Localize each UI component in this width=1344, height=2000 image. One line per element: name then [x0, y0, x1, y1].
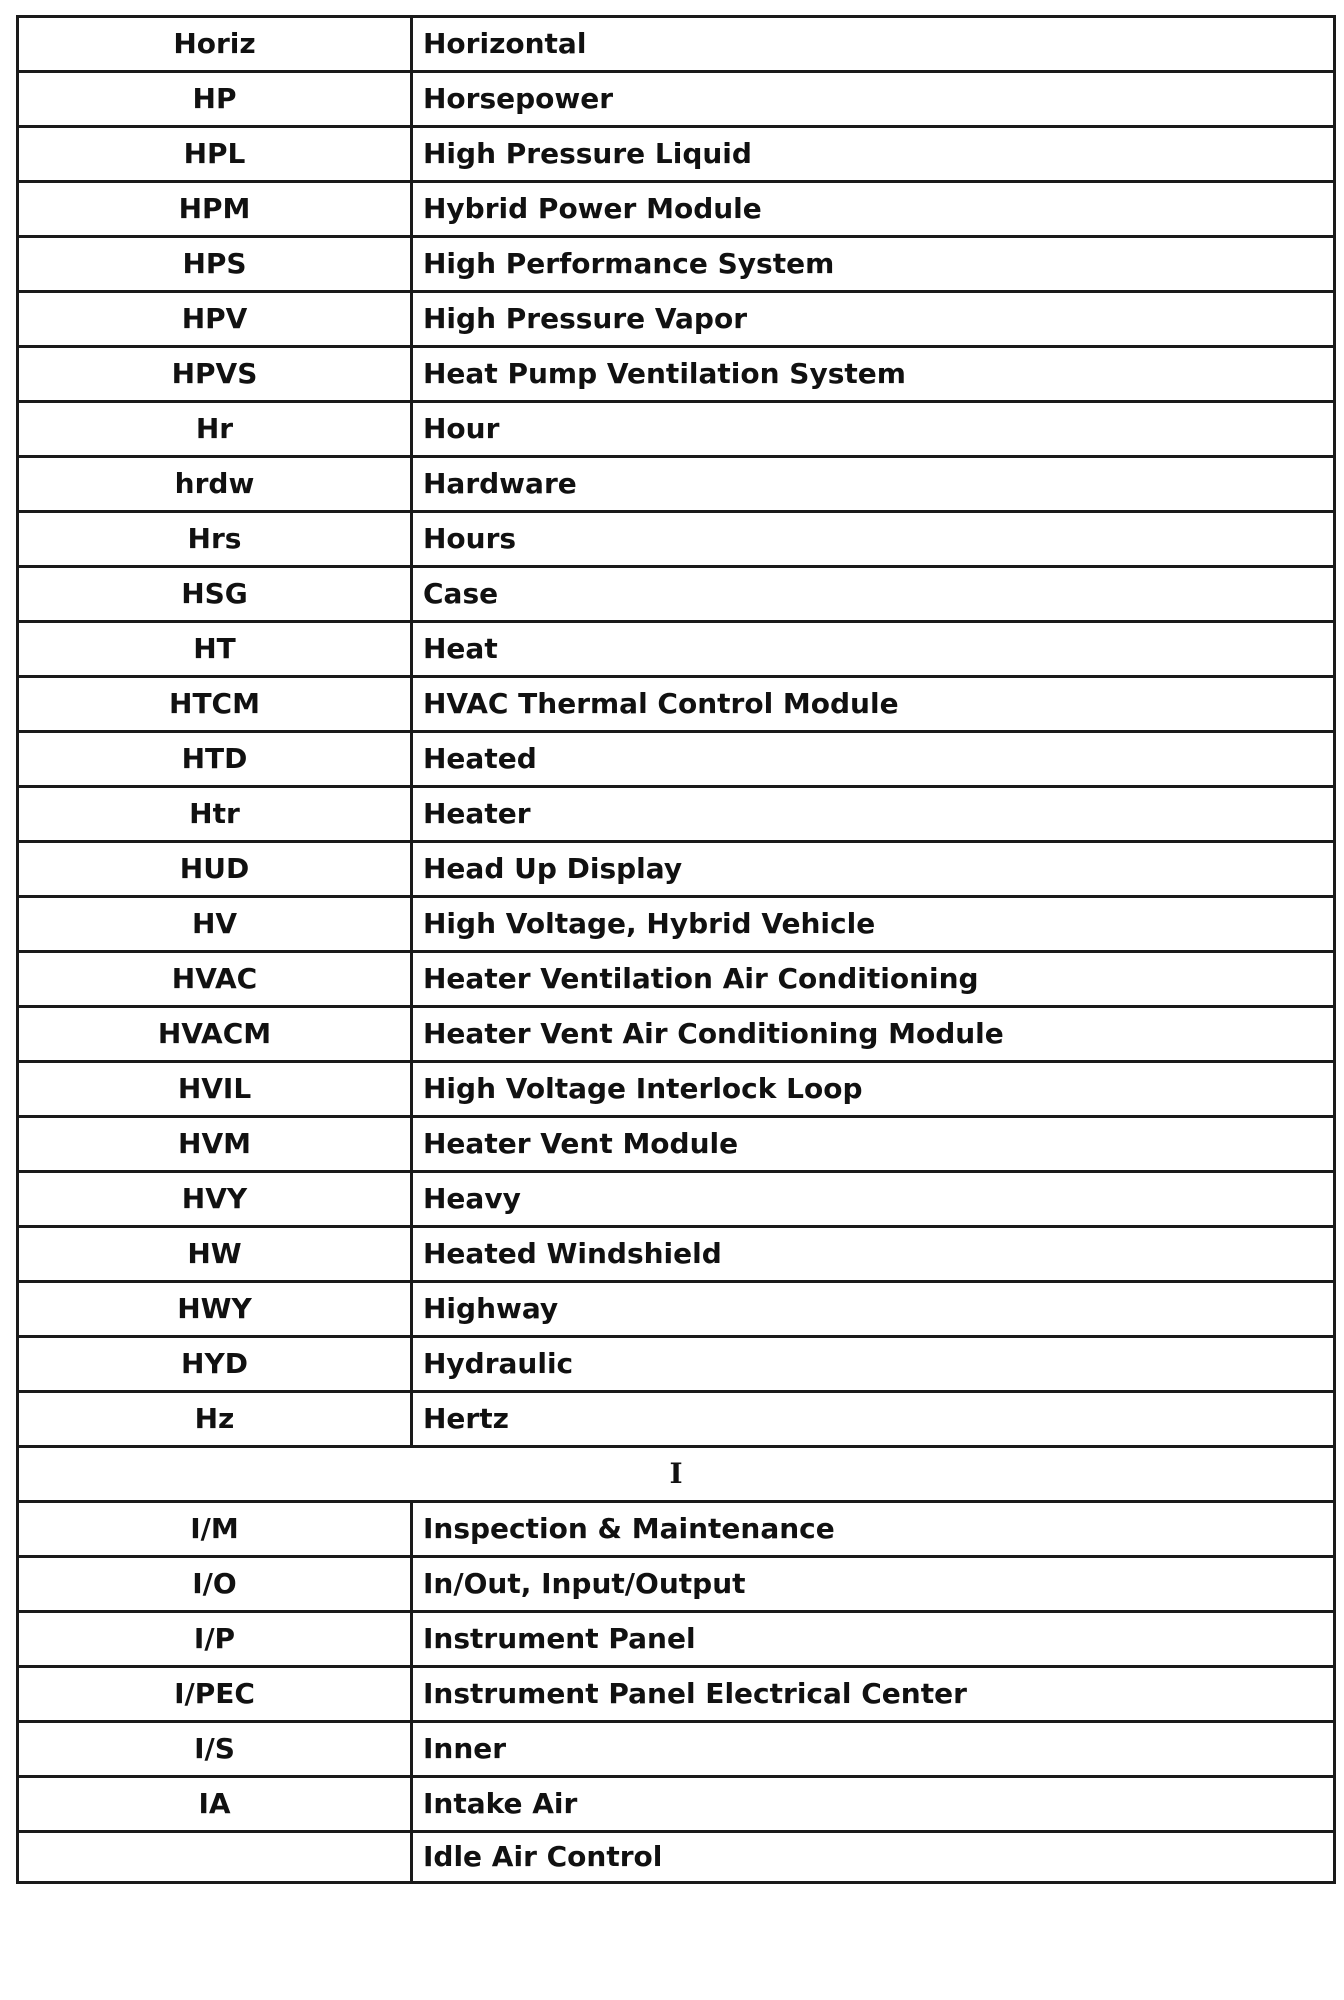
definition-cell: Heated	[412, 732, 1335, 787]
abbreviation-cell: HVAC	[18, 952, 412, 1007]
definition-cell: Head Up Display	[412, 842, 1335, 897]
abbreviation-cell: I/M	[18, 1502, 412, 1557]
abbreviation-table	[16, 15, 1336, 1884]
abbreviation-cell: Hz	[18, 1392, 412, 1447]
definition-cell: Instrument Panel Electrical Center	[412, 1667, 1335, 1722]
table-row	[18, 17, 1335, 72]
table-row	[18, 1007, 1335, 1062]
abbreviation-cell: HV	[18, 897, 412, 952]
table-row	[18, 1337, 1335, 1392]
table-row	[18, 732, 1335, 787]
table-row	[18, 72, 1335, 127]
definition-cell: Hybrid Power Module	[412, 182, 1335, 237]
table-row	[18, 127, 1335, 182]
definition-cell: Heat	[412, 622, 1335, 677]
table-row	[18, 182, 1335, 237]
abbreviation-cell: HPL	[18, 127, 412, 182]
table-row	[18, 512, 1335, 567]
abbreviation-cell: I/PEC	[18, 1667, 412, 1722]
definition-cell: Hertz	[412, 1392, 1335, 1447]
table-row	[18, 1667, 1335, 1722]
table-row	[18, 952, 1335, 1007]
table-row	[18, 347, 1335, 402]
definition-cell: High Pressure Liquid	[412, 127, 1335, 182]
definition-cell: Heater Vent Module	[412, 1117, 1335, 1172]
abbreviation-cell: Htr	[18, 787, 412, 842]
table-row	[18, 1117, 1335, 1172]
definition-cell: Hydraulic	[412, 1337, 1335, 1392]
definition-cell: Heater	[412, 787, 1335, 842]
abbreviation-cell: HTCM	[18, 677, 412, 732]
abbreviation-cell: HPV	[18, 292, 412, 347]
table-row	[18, 1777, 1335, 1832]
table-row	[18, 1502, 1335, 1557]
definition-cell: Heated Windshield	[412, 1227, 1335, 1282]
abbreviation-cell: HUD	[18, 842, 412, 897]
section-row	[18, 1447, 1335, 1502]
table-row	[18, 1172, 1335, 1227]
abbreviation-cell: HVIL	[18, 1062, 412, 1117]
table-row	[18, 1392, 1335, 1447]
abbreviation-cell: IA	[18, 1777, 412, 1832]
table-row	[18, 237, 1335, 292]
abbreviation-cell: HPM	[18, 182, 412, 237]
abbreviation-cell: HWY	[18, 1282, 412, 1337]
abbreviation-cell: HTD	[18, 732, 412, 787]
definition-cell: Hardware	[412, 457, 1335, 512]
abbreviation-cell: Horiz	[18, 17, 412, 72]
abbreviation-cell: HVY	[18, 1172, 412, 1227]
abbreviation-cell: HVACM	[18, 1007, 412, 1062]
definition-cell: Highway	[412, 1282, 1335, 1337]
definition-cell: Heat Pump Ventilation System	[412, 347, 1335, 402]
table-row	[18, 1832, 1335, 1883]
definition-cell: Instrument Panel	[412, 1612, 1335, 1667]
abbreviation-cell: HYD	[18, 1337, 412, 1392]
table-row	[18, 1227, 1335, 1282]
abbreviation-cell: Hr	[18, 402, 412, 457]
table-row	[18, 787, 1335, 842]
abbreviation-cell: HSG	[18, 567, 412, 622]
abbreviation-cell: Hrs	[18, 512, 412, 567]
definition-cell: Intake Air	[412, 1777, 1335, 1832]
definition-cell: HVAC Thermal Control Module	[412, 677, 1335, 732]
abbreviation-cell: I/P	[18, 1612, 412, 1667]
table-row	[18, 1282, 1335, 1337]
definition-cell: High Performance System	[412, 237, 1335, 292]
table-row	[18, 292, 1335, 347]
abbreviation-cell: HVM	[18, 1117, 412, 1172]
table-row	[18, 457, 1335, 512]
table-row	[18, 677, 1335, 732]
table-row	[18, 402, 1335, 457]
table-row	[18, 567, 1335, 622]
definition-cell: In/Out, Input/Output	[412, 1557, 1335, 1612]
definition-cell: Heavy	[412, 1172, 1335, 1227]
abbreviation-cell: HPVS	[18, 347, 412, 402]
definition-cell: Idle Air Control	[412, 1832, 1335, 1883]
definition-cell: Case	[412, 567, 1335, 622]
table-row	[18, 1557, 1335, 1612]
definition-cell: Horizontal	[412, 17, 1335, 72]
abbreviation-cell: HW	[18, 1227, 412, 1282]
definition-cell: Hour	[412, 402, 1335, 457]
section-heading-i: I	[18, 1447, 1335, 1502]
abbreviation-cell: hrdw	[18, 457, 412, 512]
definition-cell: Inner	[412, 1722, 1335, 1777]
abbreviation-cell: HT	[18, 622, 412, 677]
table-row	[18, 842, 1335, 897]
definition-cell: Hours	[412, 512, 1335, 567]
table-row	[18, 622, 1335, 677]
abbreviation-cell: HPS	[18, 237, 412, 292]
table-row	[18, 1612, 1335, 1667]
table-row	[18, 1062, 1335, 1117]
table-row	[18, 1722, 1335, 1777]
table-row	[18, 897, 1335, 952]
abbreviation-cell: I/S	[18, 1722, 412, 1777]
definition-cell: High Voltage Interlock Loop	[412, 1062, 1335, 1117]
definition-cell: High Pressure Vapor	[412, 292, 1335, 347]
abbreviation-cell: HP	[18, 72, 412, 127]
definition-cell: Heater Ventilation Air Conditioning	[412, 952, 1335, 1007]
definition-cell: Heater Vent Air Conditioning Module	[412, 1007, 1335, 1062]
abbreviation-cell: I/O	[18, 1557, 412, 1612]
definition-cell: High Voltage, Hybrid Vehicle	[412, 897, 1335, 952]
definition-cell: Horsepower	[412, 72, 1335, 127]
abbreviation-cell	[18, 1832, 412, 1883]
definition-cell: Inspection & Maintenance	[412, 1502, 1335, 1557]
